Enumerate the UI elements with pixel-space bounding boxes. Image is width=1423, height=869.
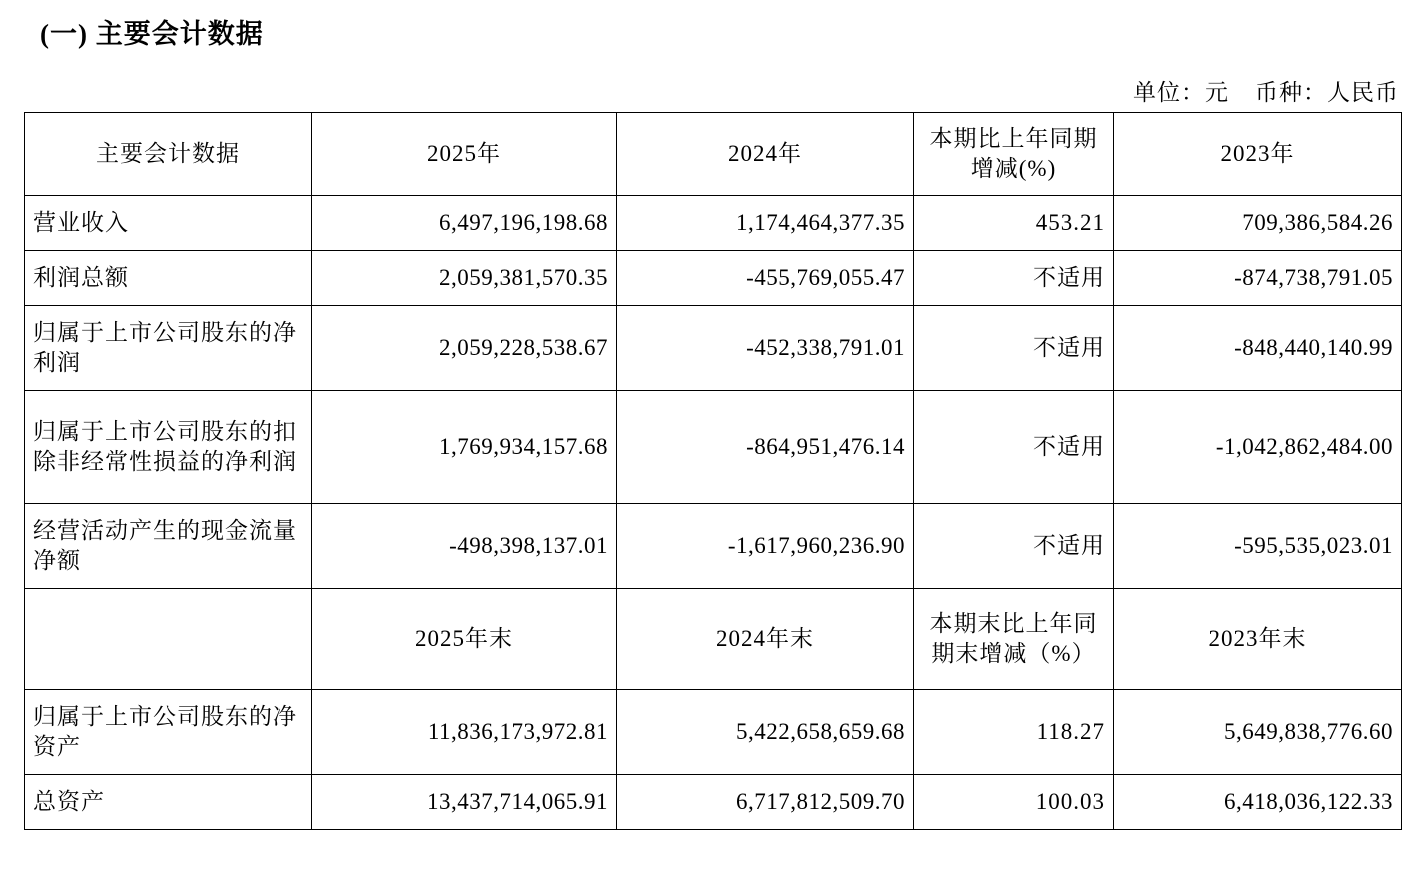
header2-cell-empty (25, 589, 312, 690)
header2-cell-2025-end: 2025年末 (312, 589, 617, 690)
cell-2023: 6,418,036,122.33 (1114, 775, 1402, 830)
table-header-row-period-end (25, 589, 1402, 690)
row-label: 利润总额 (25, 251, 312, 306)
cell-2023: -874,738,791.05 (1114, 251, 1402, 306)
cell-2023: -595,535,023.01 (1114, 504, 1402, 589)
header2-cell-change: 本期末比上年同期末增减（%） (914, 589, 1114, 690)
cell-change: 453.21 (914, 196, 1114, 251)
table-row (25, 196, 1402, 251)
table-row (25, 690, 1402, 775)
table-row (25, 251, 1402, 306)
header-cell-change: 本期比上年同期增减(%) (914, 113, 1114, 196)
header-cell-2025: 2025年 (312, 113, 617, 196)
cell-2025: 2,059,381,570.35 (312, 251, 617, 306)
row-label: 营业收入 (25, 196, 312, 251)
header-cell-2023: 2023年 (1114, 113, 1402, 196)
header-cell-metric: 主要会计数据 (25, 113, 312, 196)
header-cell-2024: 2024年 (617, 113, 914, 196)
cell-2025: 6,497,196,198.68 (312, 196, 617, 251)
cell-2025: 1,769,934,157.68 (312, 391, 617, 504)
cell-2025: 11,836,173,972.81 (312, 690, 617, 775)
table-row (25, 391, 1402, 504)
cell-2023: 5,649,838,776.60 (1114, 690, 1402, 775)
cell-2024: -1,617,960,236.90 (617, 504, 914, 589)
cell-2024: -864,951,476.14 (617, 391, 914, 504)
financial-data-table (24, 112, 1402, 830)
row-label: 总资产 (25, 775, 312, 830)
table-row (25, 504, 1402, 589)
cell-2023: -848,440,140.99 (1114, 306, 1402, 391)
cell-2025: -498,398,137.01 (312, 504, 617, 589)
row-label: 归属于上市公司股东的扣除非经常性损益的净利润 (25, 391, 312, 504)
table-header-row (25, 113, 1402, 196)
cell-change: 118.27 (914, 690, 1114, 775)
row-label: 经营活动产生的现金流量净额 (25, 504, 312, 589)
cell-change: 不适用 (914, 306, 1114, 391)
header2-cell-2023-end: 2023年末 (1114, 589, 1402, 690)
page-title: (一) 主要会计数据 (40, 19, 264, 49)
cell-2024: 1,174,464,377.35 (617, 196, 914, 251)
cell-change: 100.03 (914, 775, 1114, 830)
cell-2025: 2,059,228,538.67 (312, 306, 617, 391)
unit-currency-line (1133, 74, 1399, 107)
cell-2025: 13,437,714,065.91 (312, 775, 617, 830)
cell-2023: -1,042,862,484.00 (1114, 391, 1402, 504)
cell-change: 不适用 (914, 251, 1114, 306)
table-row (25, 775, 1402, 830)
cell-2023: 709,386,584.26 (1114, 196, 1402, 251)
currency-label: 币种：人民币 (1255, 80, 1399, 105)
unit-label: 单位：元 (1133, 80, 1229, 105)
cell-2024: 5,422,658,659.68 (617, 690, 914, 775)
header2-cell-2024-end: 2024年末 (617, 589, 914, 690)
row-label: 归属于上市公司股东的净资产 (25, 690, 312, 775)
cell-2024: 6,717,812,509.70 (617, 775, 914, 830)
cell-change: 不适用 (914, 391, 1114, 504)
table-row (25, 306, 1402, 391)
cell-change: 不适用 (914, 504, 1114, 589)
cell-2024: -455,769,055.47 (617, 251, 914, 306)
cell-2024: -452,338,791.01 (617, 306, 914, 391)
row-label: 归属于上市公司股东的净利润 (25, 306, 312, 391)
